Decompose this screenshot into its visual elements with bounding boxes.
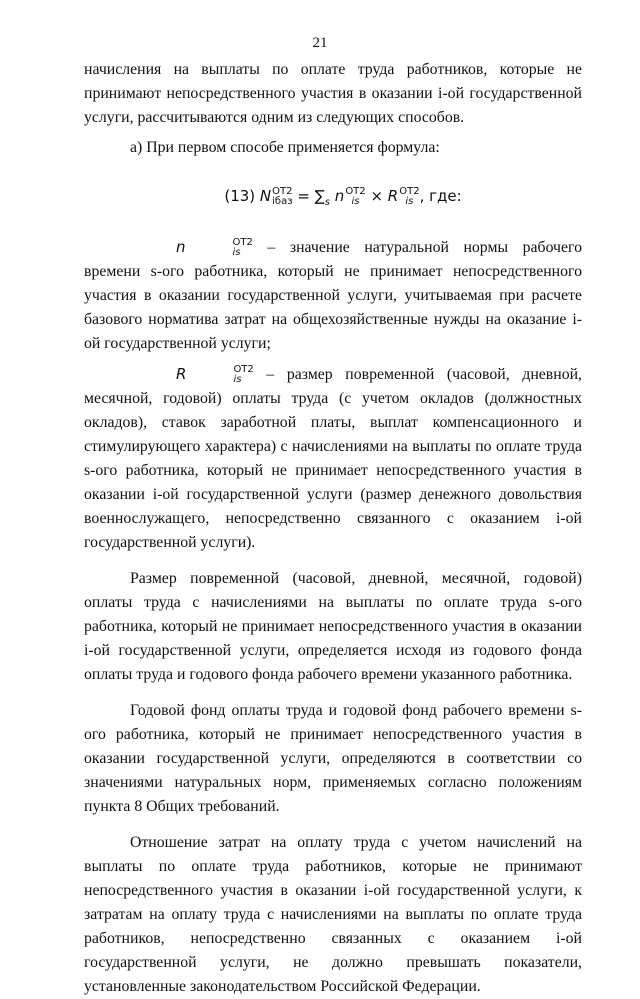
symbol-r: R ОТ2 is: [176, 363, 254, 385]
formula-eq: =: [297, 187, 310, 205]
definition-r: [84, 362, 582, 555]
symbol-n: n ОТ2 is: [176, 236, 253, 258]
method-a-paragraph: а) При первом способе применяется формула:: [130, 139, 440, 156]
definition-r-text: – размер повременной (часовой, дневной, месячной, годовой) оплаты труда (с учетом окладов (должностных окладов), ставок заработной платы, выплат компенсационного и стимулирующего характера) с начислениями на выплаты по оплате труда s-ого работника, который не принимает непосредственного участия в оказании i-ой государственной услуги (размер денежного довольствия военнослужащего, непосредственно связанного с оказанием i-ой государственной услуги).: [84, 366, 582, 551]
formula-number: (13): [224, 187, 256, 205]
paragraph-3: Отношение затрат на оплату труда с учетом начислений на выплаты по оплате труда работников, которые не принимают непосредственного участия в оказании i-ой государственной услуги, к затратам на оплату труда с начислениями на выплаты по оплате труда работников, непосредственно связанных с оказанием i-ой государственной услуги, не должно превышать показатели, установленные законодательством Российской Федерации.: [84, 834, 582, 995]
page-number: 21: [312, 35, 328, 51]
paragraph-1: Размер повременной (часовой, дневной, месячной, годовой) оплаты труда с начислениями на выплаты по оплате труда s-ого работника, который не принимает непосредственного участия в оказании i-ой государственной услуги, определяется исходя из годового фонда оплаты труда и годового фонда рабочего времени указанного работника.: [84, 570, 582, 683]
formula-times: ×: [370, 187, 384, 205]
intro-paragraph: начисления на выплаты по оплате труда работников, которые не принимают непосредственного участия в оказании i-ой государственной услуги, рассчитываются одним из следующих способов.: [84, 61, 582, 126]
formula-tail: , где:: [419, 187, 462, 205]
document-body: [84, 58, 582, 999]
definition-n: [84, 235, 582, 356]
formula-r: R ОТ2 is: [387, 185, 420, 207]
formula-13: [84, 184, 582, 215]
formula-sum: $\sum_s$: [314, 187, 331, 208]
definition-n-text: – значение натуральной нормы рабочего времени s-ого работника, который не принимает непосредственного участия в оказании государственной услуги, учитываемая при расчете базового норматива затрат на общехозяйственные нужды на оказание i-ой государственной услуги;: [84, 239, 582, 352]
formula-lhs: N ОТ2 iбаз: [259, 185, 293, 207]
formula-n: n ОТ2 is: [334, 185, 366, 207]
paragraph-2: Годовой фонд оплаты труда и годовой фонд рабочего времени s-ого работника, который не принимает непосредственного участия в оказании государственной услуги, определяются в соответствии со значениями натуральных норм, применяемых согласно положениям пункта 8 Общих требований.: [84, 702, 582, 815]
